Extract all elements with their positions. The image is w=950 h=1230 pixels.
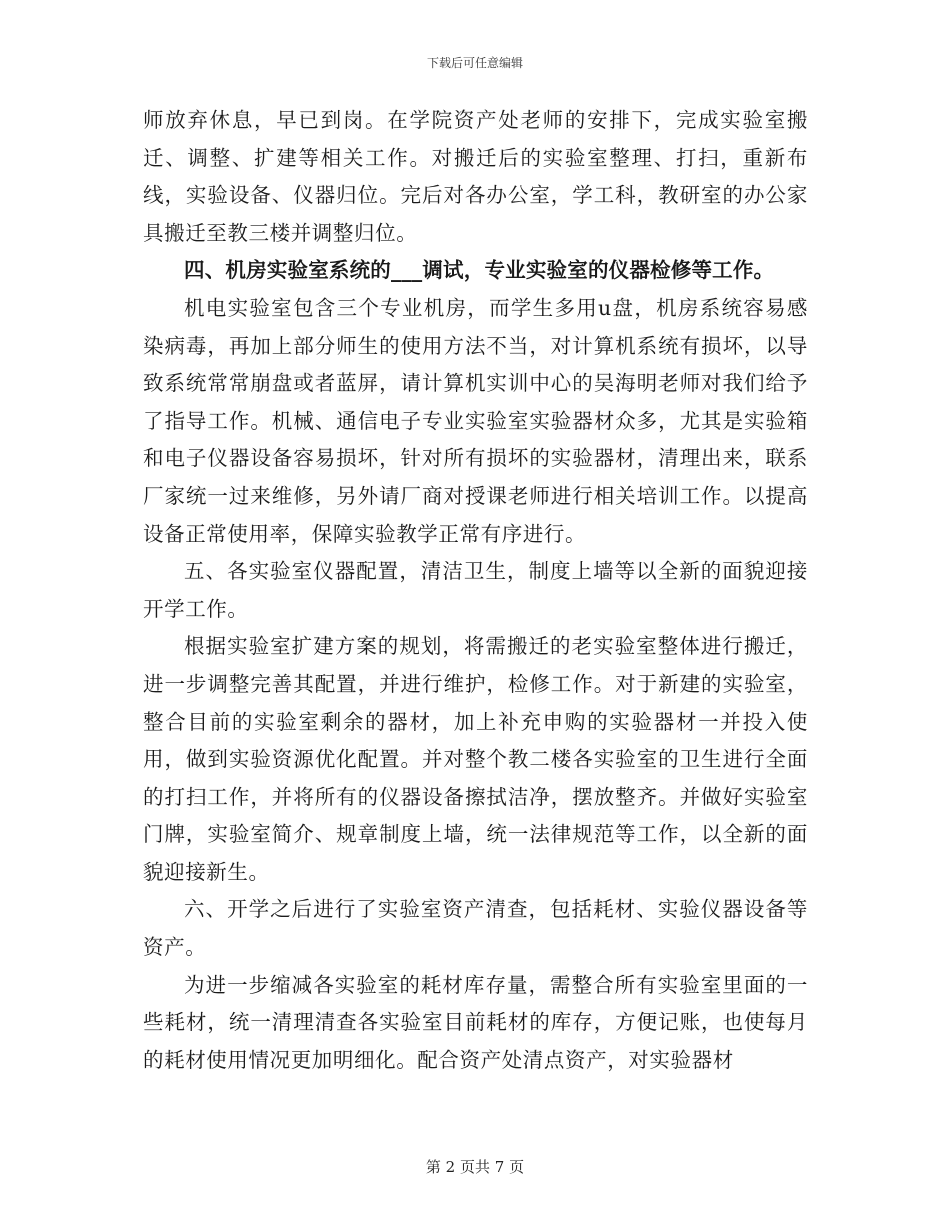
section-heading-6: 六、开学之后进行了实验室资产清查，包括耗材、实验仪器设备等资产。 [143,897,808,960]
section-heading-5: 五、各实验室仪器配置，清洁卫生，制度上墙等以全新的面貌迎接开学工作。 [143,559,808,621]
section-heading-4: 四、机房实验室系统的___调试，专业实验室的仪器检修等工作。 [184,258,775,283]
page-footer: 第 2 页共 7 页 [425,1158,525,1176]
paragraph-body: 根据实验室扩建方案的规划，将需搬迁的老实验室整体进行搬迁，进一步调整完善其配置，并进行维护，检修工作。对于新建的实验室，整合目前的实验室剩余的器材，加上补充申购的实验器材一并投入使用，做到实验资源优化配置。并对整个教二楼各实验室的卫生进行全面的打扫工作，并将所有的仪器设备擦拭洁净，摆放整齐。并做好实验室门牌，实验室简介、规章制度上墙，统一法律规范等工作，以全新的面貌迎接新生。 [143,634,808,884]
page-header: 下载后可任意编辑 [426,56,523,70]
paragraph-body: 为进一步缩减各实验室的耗材库存量，需整合所有实验室里面的一些耗材，统一清理清查各实验室目前耗材的库存，方便记账，也使每月的耗材使用情况更加明细化。配合资产处清点资产，对实验器材 [143,972,808,1072]
document-body [143,102,808,1079]
paragraph-continuation: 师放弃休息，早已到岗。在学院资产处老师的安排下，完成实验室搬迁、调整、扩建等相关工作。对搬迁后的实验室整理、打扫，重新布线，实验设备、仪器归位。完后对各办公室，学工科，教研室的办公家具搬迁至教三楼并调整归位。 [143,108,808,245]
paragraph-body: 机电实验室包含三个专业机房，而学生多用u盘，机房系统容易感染病毒，再加上部分师生的使用方法不当，对计算机系统有损坏，以导致系统常常崩盘或者蓝屏，请计算机实训中心的吴海明老师对我们给予了指导工作。机械、通信电子专业实验室实验器材众多，尤其是实验箱和电子仪器设备容易损坏，针对所有损坏的实验器材，清理出来，联系厂家统一过来维修，另外请厂商对授课老师进行相关培训工作。以提高设备正常使用率，保障实验教学正常有序进行。 [143,295,808,546]
